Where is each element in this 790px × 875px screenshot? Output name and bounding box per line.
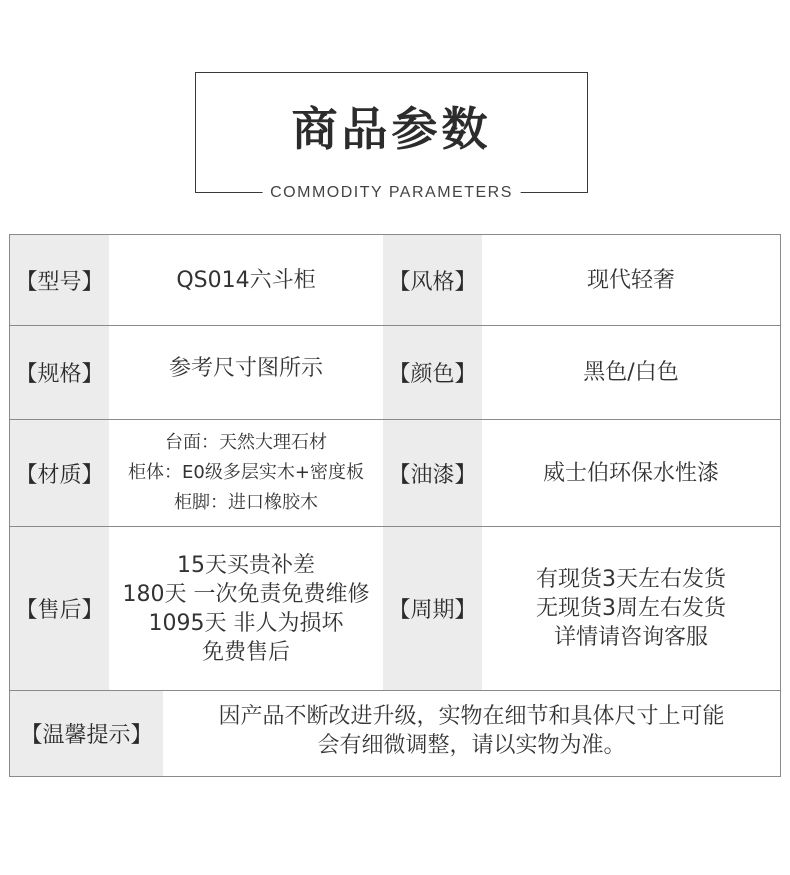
value-color-line: 黑色/白色 [583,360,679,385]
value-material [109,420,383,526]
table-row-material [10,420,780,527]
label-notice-text: 【温馨提示】 [20,723,153,748]
value-style [482,235,780,325]
value-aftersales-line: 180天 一次免责免费维修 [122,581,370,607]
value-material-line: 柜脚：进口橡胶木 [174,492,318,513]
value-aftersales-line: 1095天 非人为损坏 [148,610,344,636]
label-cycle-text: 【周期】 [388,598,477,623]
value-color [482,326,780,419]
table-row-notice [10,691,780,776]
value-paint [482,420,780,526]
label-material-text: 【材质】 [15,462,104,488]
value-aftersales-line: 15天买贵补差 [177,552,315,578]
value-style-line: 现代轻奢 [586,267,675,293]
value-material-line: 柜体：E0级多层实木+密度板 [128,462,364,483]
table-row-model [10,235,780,326]
label-paint-text: 【油漆】 [388,462,477,488]
label-material [10,420,109,526]
label-aftersales-text: 【售后】 [15,598,104,623]
value-material-line: 台面：天然大理石材 [165,432,327,453]
value-cycle [482,527,780,690]
label-paint [383,420,482,526]
value-notice [163,691,780,776]
section-subtitle: COMMODITY PARAMETERS [262,181,521,205]
label-style [383,235,482,325]
label-color-text: 【颜色】 [388,362,477,387]
value-model [109,235,383,325]
value-model-line: QS014六斗柜 [176,267,316,293]
value-aftersales-line: 免费售后 [201,639,290,665]
label-notice [10,691,163,776]
label-style-text: 【风格】 [388,269,477,295]
value-cycle-line: 有现货3天左右发货 [536,567,726,592]
table-row-aftersales [10,527,780,691]
label-spec [10,326,109,419]
value-aftersales [109,527,383,690]
label-model-text: 【型号】 [15,269,104,295]
value-cycle-line: 无现货3周左右发货 [536,596,726,621]
value-notice-line: 因产品不断改进升级，实物在细节和具体尺寸上可能 [218,703,725,729]
value-spec-line: 参考尺寸图所示 [168,356,323,381]
label-model [10,235,109,325]
label-aftersales [10,527,109,690]
parameters-table [9,234,781,777]
value-paint-line: 威士伯环保水性漆 [542,460,719,486]
section-title-box [195,72,588,201]
section-title: 商品参数 [291,102,492,156]
label-color [383,326,482,419]
table-row-spec [10,326,780,420]
label-cycle [383,527,482,690]
label-spec-text: 【规格】 [15,362,104,387]
value-notice-line: 会有细微调整，请以实物为准。 [317,732,626,758]
value-cycle-line: 详情请咨询客服 [553,625,708,650]
value-spec [109,326,383,419]
